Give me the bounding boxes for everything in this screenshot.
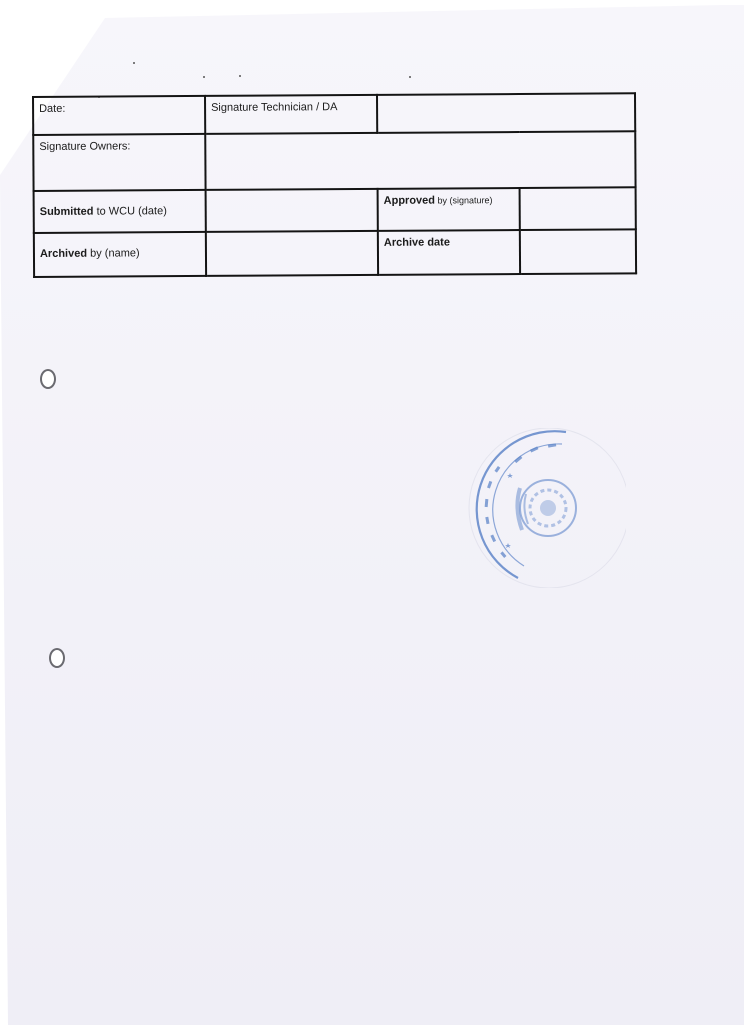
archive-date-value-cell[interactable] [520, 229, 636, 274]
submitted-label-bold: Submitted [39, 205, 94, 218]
submitted-cell[interactable] [34, 190, 206, 233]
date-cell[interactable] [33, 96, 205, 135]
submitted-label-rest: to WCU (date) [93, 205, 167, 218]
submitted-value-cell[interactable] [206, 189, 378, 232]
approved-cell[interactable] [378, 188, 520, 231]
signature-owners-label: Signature Owners: [39, 140, 131, 153]
archived-by-cell[interactable] [34, 232, 206, 277]
paper-speck [133, 62, 135, 64]
approved-value-cell[interactable] [520, 187, 636, 230]
signature-owners-value-cell[interactable] [205, 131, 635, 190]
archive-date-label: Archive date [383, 236, 450, 249]
paper-speck [409, 76, 411, 78]
date-label: Date: [39, 102, 66, 115]
archived-by-value-cell[interactable] [206, 231, 378, 276]
archived-label-bold: Archived [39, 247, 88, 260]
punch-hole-bottom [49, 648, 65, 668]
signature-technician-label: Signature Technician / DA [211, 101, 338, 114]
approved-label-bold: Approved [383, 194, 436, 207]
archive-date-cell[interactable] [378, 230, 520, 275]
paper-speck [203, 76, 205, 78]
archive-form-table [32, 92, 637, 278]
signature-owners-cell[interactable] [33, 134, 205, 191]
paper-speck [239, 75, 241, 77]
punch-hole-top [40, 369, 56, 389]
signature-technician-cell[interactable] [205, 95, 377, 134]
approved-label-rest: by (signature) [434, 195, 493, 206]
official-stamp-icon [466, 428, 626, 588]
signature-technician-value-cell[interactable] [377, 93, 635, 133]
archived-label-rest: by (name) [87, 247, 140, 260]
